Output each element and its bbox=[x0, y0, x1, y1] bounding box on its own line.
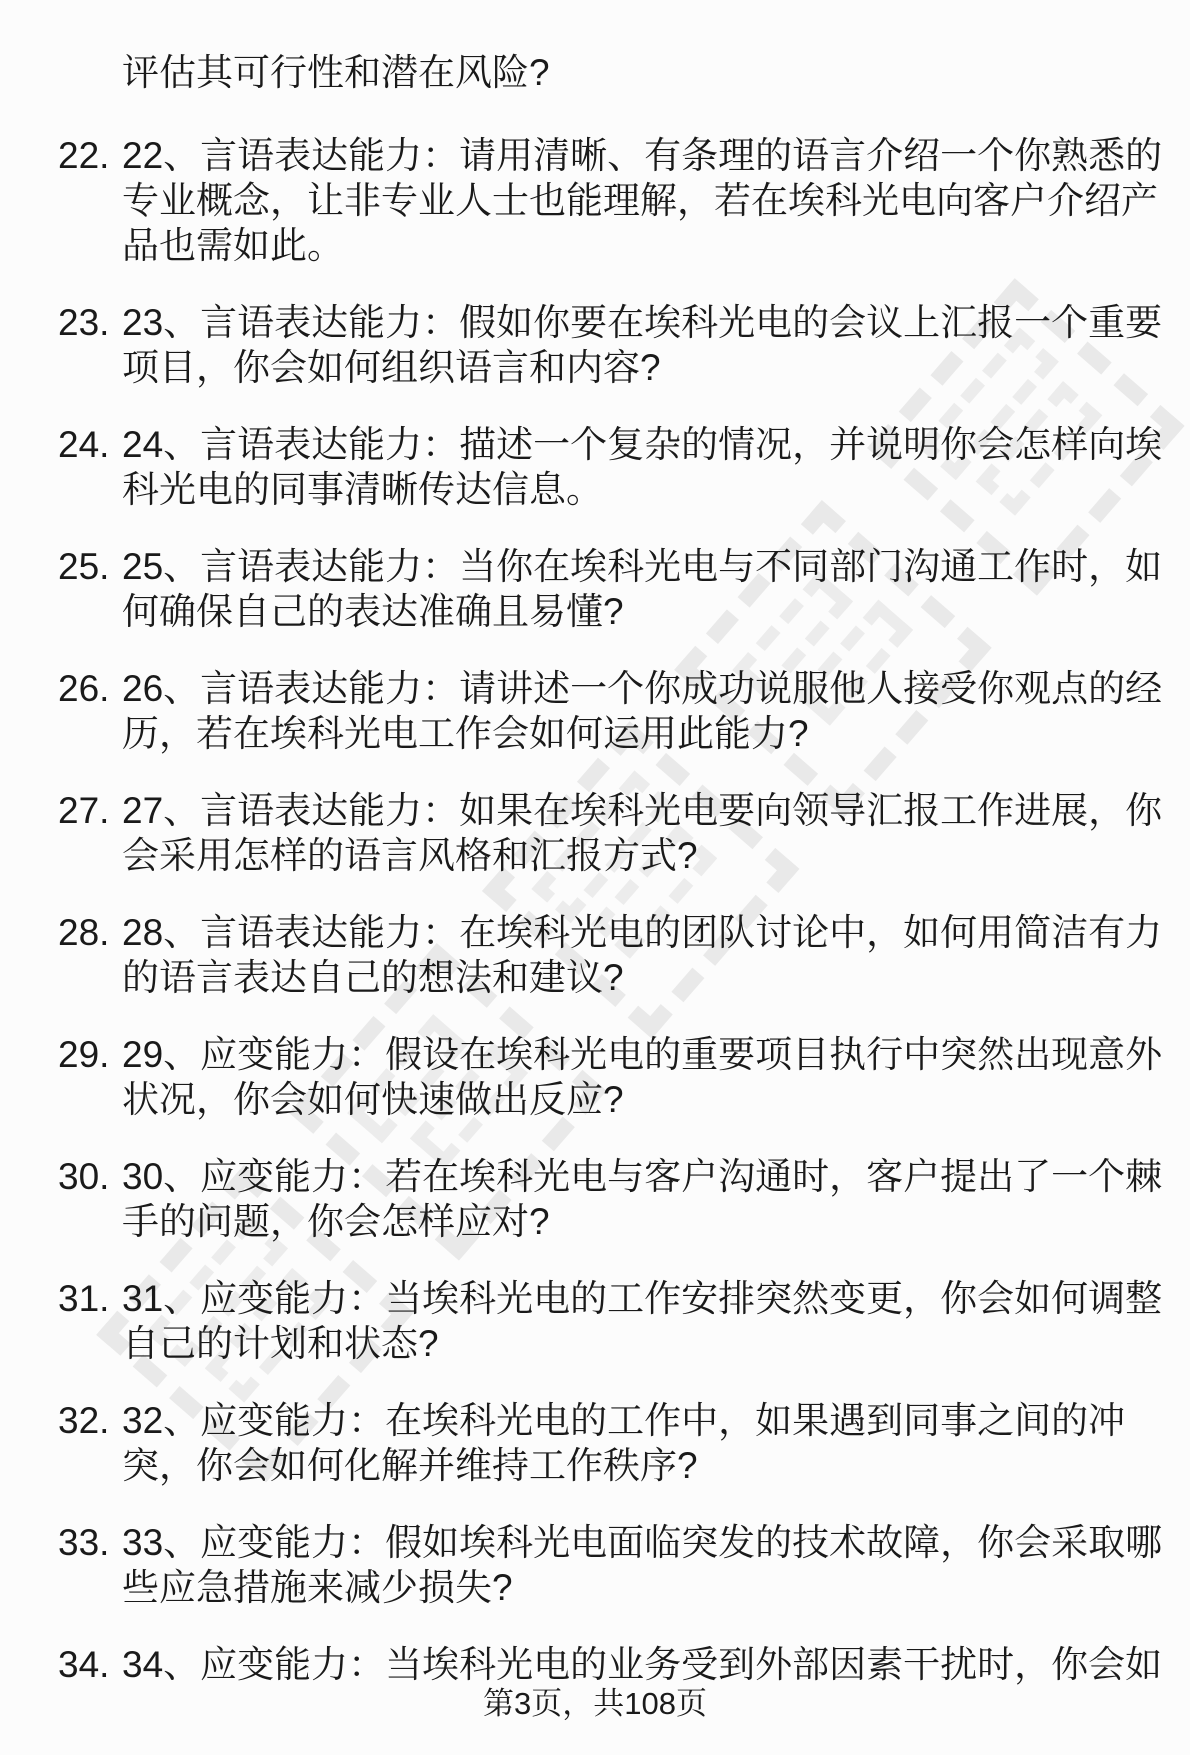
question-text: 30、应变能力：若在埃科光电与客户沟通时，客户提出了一个棘手的问题，你会怎样应对? bbox=[122, 1156, 1163, 1242]
question-text: 26、言语表达能力：请讲述一个你成功说服他人接受你观点的经历，若在埃科光电工作会如何运用此能力? bbox=[122, 668, 1163, 754]
question-text: 29、应变能力：假设在埃科光电的重要项目执行中突然出现意外状况，你会如何快速做出反应? bbox=[122, 1034, 1163, 1120]
question-item bbox=[58, 133, 1190, 268]
question-item bbox=[58, 544, 1190, 634]
page-footer bbox=[0, 1686, 1190, 1722]
question-item bbox=[58, 300, 1190, 390]
question-item bbox=[58, 788, 1190, 878]
question-number: 34. bbox=[58, 1644, 110, 1685]
question-item bbox=[58, 1398, 1190, 1488]
question-text: 31、应变能力：当埃科光电的工作安排突然变更，你会如何调整自己的计划和状态? bbox=[122, 1278, 1163, 1364]
question-number: 22. bbox=[58, 135, 110, 176]
question-item bbox=[58, 1642, 1190, 1687]
question-text: 25、言语表达能力：当你在埃科光电与不同部门沟通工作时，如何确保自己的表达准确且易懂? bbox=[122, 546, 1163, 632]
question-number: 23. bbox=[58, 302, 110, 343]
question-text: 33、应变能力：假如埃科光电面临突发的技术故障，你会采取哪些应急措施来减少损失? bbox=[122, 1522, 1163, 1608]
question-text: 32、应变能力：在埃科光电的工作中，如果遇到同事之间的冲突，你会如何化解并维持工作秩序? bbox=[122, 1400, 1126, 1486]
question-text: 34、应变能力：当埃科光电的业务受到外部因素干扰时，你会如 bbox=[122, 1644, 1163, 1685]
question-number: 28. bbox=[58, 912, 110, 953]
question-text: 27、言语表达能力：如果在埃科光电要向领导汇报工作进展，你会采用怎样的语言风格和汇报方式? bbox=[122, 790, 1163, 876]
question-item bbox=[58, 910, 1190, 1000]
question-number: 33. bbox=[58, 1522, 110, 1563]
question-item bbox=[58, 1032, 1190, 1122]
question-text: 23、言语表达能力：假如你要在埃科光电的会议上汇报一个重要项目，你会如何组织语言和内容? bbox=[122, 302, 1163, 388]
question-text: 24、言语表达能力：描述一个复杂的情况，并说明你会怎样向埃科光电的同事清晰传达信息。 bbox=[122, 424, 1163, 510]
question-number: 25. bbox=[58, 546, 110, 587]
question-number: 24. bbox=[58, 424, 110, 465]
question-number: 27. bbox=[58, 790, 110, 831]
question-item bbox=[58, 422, 1190, 512]
question-item bbox=[58, 1520, 1190, 1610]
question-item bbox=[58, 666, 1190, 756]
question-number: 29. bbox=[58, 1034, 110, 1075]
question-number: 30. bbox=[58, 1156, 110, 1197]
question-item bbox=[58, 1154, 1190, 1244]
question-continuation-text: 评估其可行性和潜在风险? bbox=[122, 52, 550, 93]
page-number-text: 第3页，共108页 bbox=[483, 1686, 707, 1721]
question-number: 32. bbox=[58, 1400, 110, 1441]
question-number: 26. bbox=[58, 668, 110, 709]
question-item bbox=[58, 1276, 1190, 1366]
question-text: 28、言语表达能力：在埃科光电的团队讨论中，如何用简洁有力的语言表达自己的想法和建议? bbox=[122, 912, 1163, 998]
question-number: 31. bbox=[58, 1278, 110, 1319]
question-text: 22、言语表达能力：请用清晰、有条理的语言介绍一个你熟悉的专业概念，让非专业人士也能理解，若在埃科光电向客户介绍产品也需如此。 bbox=[122, 135, 1163, 266]
